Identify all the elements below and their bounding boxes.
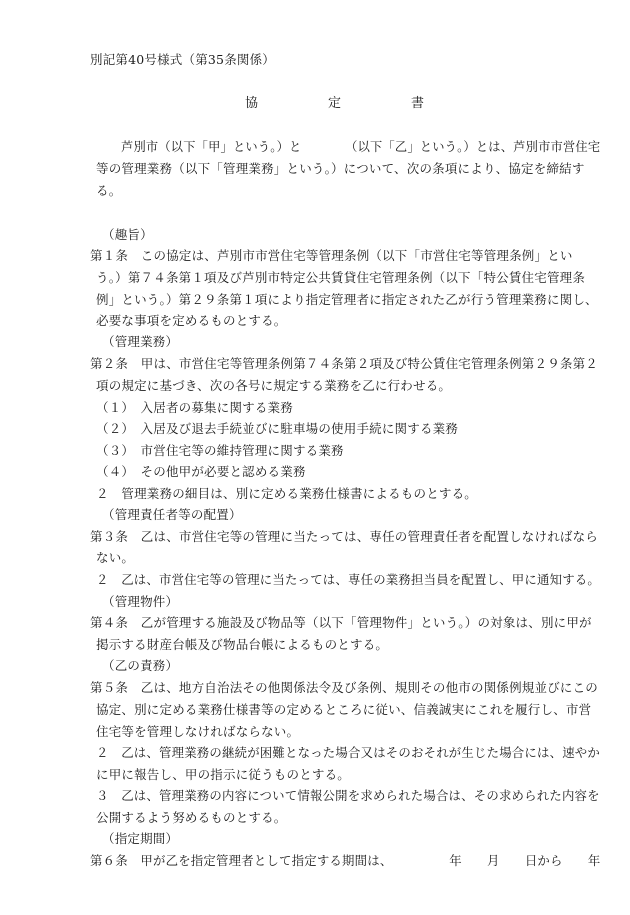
article-3-line-1: 第３条 乙は、市営住宅等の管理に当たっては、専任の管理責任者を配置しなければなら <box>90 529 599 544</box>
article-2-item-1: （１） 入居者の募集に関する業務 <box>96 400 293 415</box>
article-2-item-4: （４） その他甲が必要と認める業務 <box>96 464 306 479</box>
article-1-line-1: 第１条 この協定は、芦別市市営住宅等管理条例（以下「市営住宅等管理条例」とい <box>90 248 573 263</box>
article-4-line-1: 第４条 乙が管理する施設及び物品等（以下「管理物件」という。）の対象は、別に甲が <box>90 615 592 630</box>
article-2-item-2: （２） 入居及び退去手続並びに駐車場の使用手続に関する業務 <box>96 421 459 436</box>
article-5-line-2: 協定、別に定める業務仕様書等の定めるところに従い、信義誠実にこれを履行し、市営 <box>96 702 592 717</box>
article-5-para-3-line-1: ３ 乙は、管理業務の内容について情報公開を求められた場合は、その求められた内容を <box>96 788 600 803</box>
title-char-3: 書 <box>411 96 425 111</box>
article-5-line-1: 第５条 乙は、地方自治法その他関係法令及び条例、規則その他市の関係例規並びにこの <box>90 680 599 695</box>
article-1-heading: （趣旨） <box>102 227 153 242</box>
article-4-heading: （管理物件） <box>102 594 179 609</box>
article-1-line-4: 必要な事項を定めるものとする。 <box>96 313 287 328</box>
title-char-2: 定 <box>328 96 342 111</box>
article-2-para-2: ２ 管理業務の細目は、別に定める業務仕様書によるものとする。 <box>96 486 478 501</box>
article-3-heading: （管理責任者等の配置） <box>102 507 242 522</box>
title-char-1: 協 <box>245 96 259 111</box>
article-5-para-2-line-2: に甲に報告し、甲の指示に従うものとする。 <box>96 767 351 782</box>
article-6-line-1: 第６条 甲が乙を指定管理者として指定する期間は、 年 月 日から 年 <box>90 853 601 868</box>
article-2-heading: （管理業務） <box>102 334 179 349</box>
article-6-heading: （指定期間） <box>102 831 179 846</box>
article-5-para-2-line-1: ２ 乙は、管理業務の継続が困難となった場合又はそのおそれが生じた場合には、速やか <box>96 745 601 760</box>
article-3-line-2: ない。 <box>96 550 135 565</box>
article-2-line-2: 項の規定に基づき、次の各号に規定する業務を乙に行わせる。 <box>96 378 452 393</box>
article-2-line-1: 第２条 甲は、市営住宅等管理条例第７４条第２項及び特公賃住宅管理条例第２９条第２ <box>90 356 599 371</box>
form-label: 別記第40号様式（第35条関係） <box>90 52 276 67</box>
article-5-heading: （乙の責務） <box>102 658 179 673</box>
article-1-line-3: 例」という。）第２９条第１項により指定管理者に指定された乙が行う管理業務に関し、 <box>96 292 598 307</box>
preamble-line-3: る。 <box>96 183 122 198</box>
article-5-para-3-line-2: 公開するよう努めるものとする。 <box>96 810 287 825</box>
article-4-line-2: 掲示する財産台帳及び物品台帳によるものとする。 <box>96 637 389 652</box>
preamble-line-1: 芦別市（以下「甲」という。）と （以下「乙」という。）とは、芦別市市営住宅 <box>121 139 601 154</box>
article-3-para-2: ２ 乙は、市営住宅等の管理に当たっては、専任の業務担当員を配置し、甲に通知する。 <box>96 572 601 587</box>
article-2-item-3: （３） 市営住宅等の維持管理に関する業務 <box>96 443 344 458</box>
article-5-line-3: 住宅等を管理しなければならない。 <box>96 724 300 739</box>
preamble-line-2: 等の管理業務（以下「管理業務」という。）について、次の条項により、協定を締結す <box>96 161 585 176</box>
article-1-line-2: う。）第７４条第１項及び芦別市特定公共賃貸住宅管理条例（以下「特公賃住宅管理条 <box>96 270 586 285</box>
